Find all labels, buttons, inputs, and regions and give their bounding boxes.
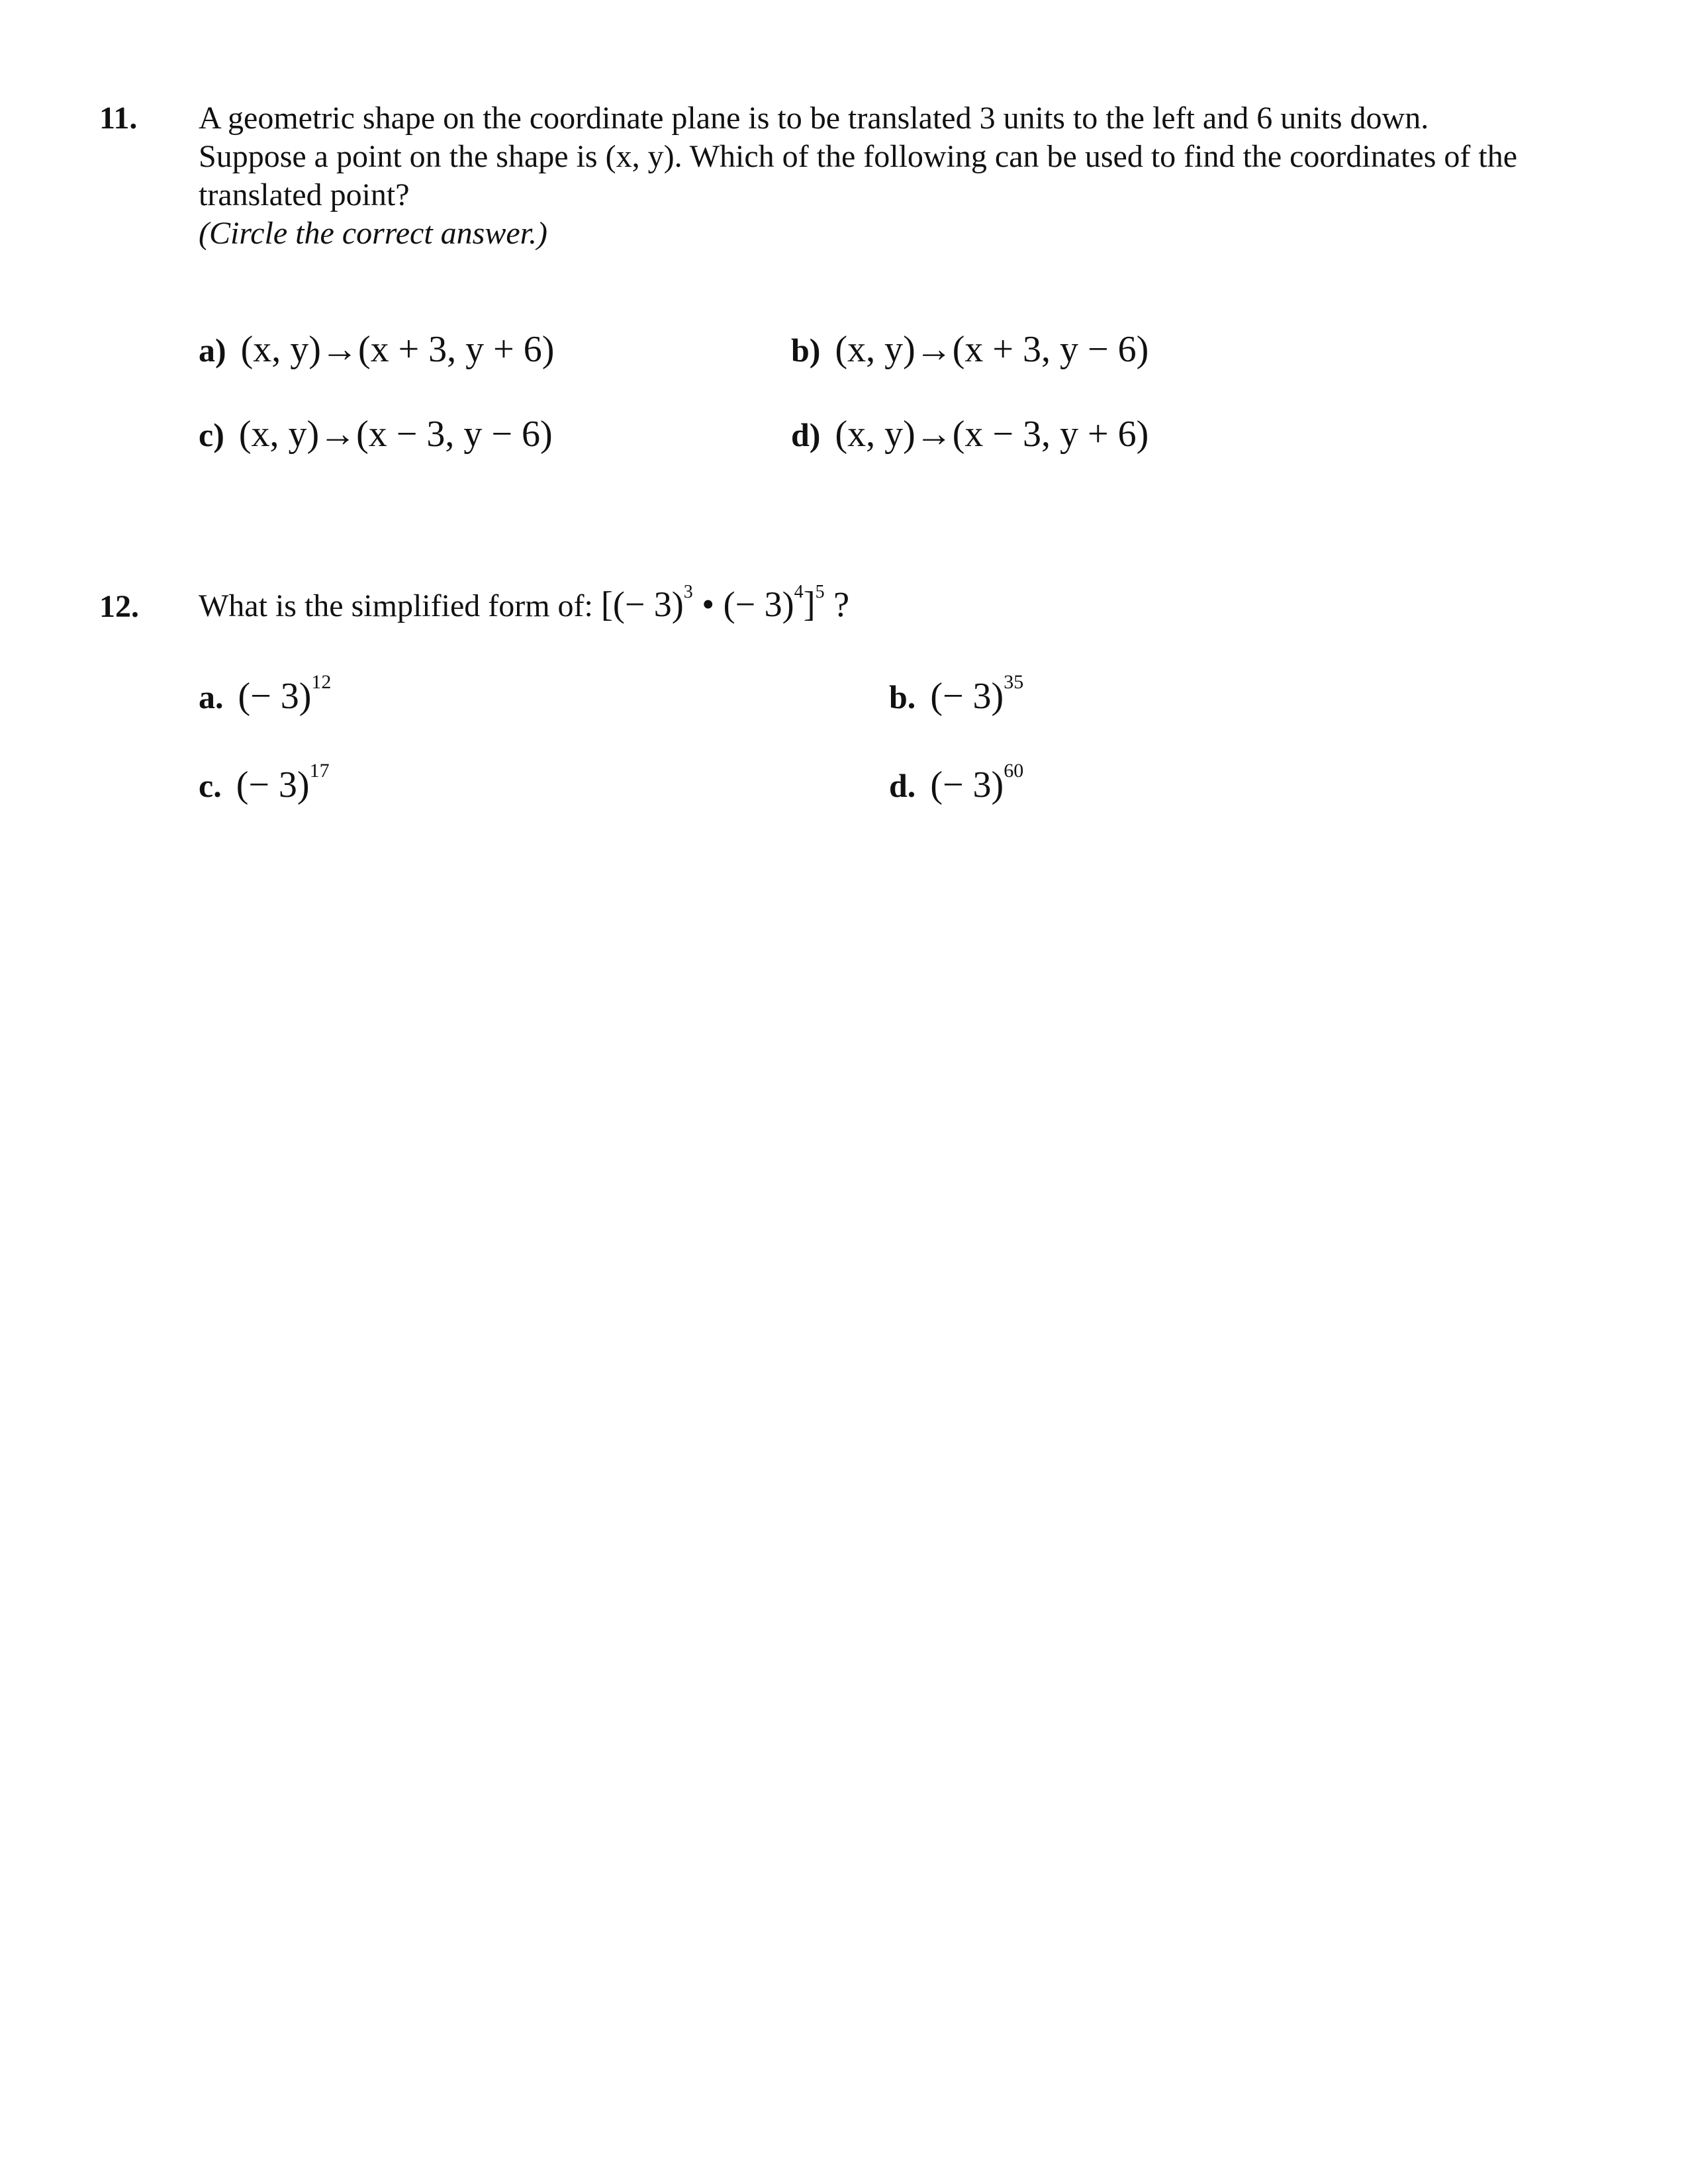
q12-choice-b-label: b.: [889, 678, 916, 715]
expr-exponent-1: 3: [683, 582, 693, 602]
expr-end: ?: [824, 584, 850, 624]
question-11-number: 11.: [99, 101, 138, 136]
q12-choice-d[interactable]: [889, 760, 1024, 805]
question-12-expression: [601, 584, 849, 624]
q12-choice-c[interactable]: [199, 760, 330, 805]
question-11-line-3: translated point?: [199, 177, 410, 212]
q11-choice-d-expr: (x, y)→(x − 3, y + 6): [835, 414, 1149, 455]
q11-choice-d[interactable]: [791, 414, 1149, 455]
question-11-line-1: A geometric shape on the coordinate plane is to be translated 3 units to the left and 6 units down.: [199, 101, 1429, 136]
q12-choice-d-expr: [930, 760, 1024, 805]
expr-exponent-3: 5: [815, 582, 825, 602]
expr-open: [(− 3): [600, 584, 684, 624]
q12-choice-b-expr: [930, 671, 1024, 717]
q12-choice-b[interactable]: [889, 671, 1024, 717]
q12-choice-c-exponent: 17: [309, 760, 330, 782]
question-11-text: [199, 99, 1622, 253]
q12-choice-a-label: a.: [199, 678, 224, 715]
expr-exponent-2: 4: [794, 582, 804, 602]
expr-middle: • (− 3): [692, 584, 794, 624]
q12-choice-c-expr: [236, 760, 330, 805]
q12-choice-a-expr: [238, 671, 332, 717]
question-11-line-2: Suppose a point on the shape is (x, y). Which of the following can be used to find the coordinates of the: [199, 139, 1517, 174]
q11-choice-b[interactable]: [791, 330, 1149, 370]
q12-choice-a[interactable]: [199, 671, 332, 717]
q12-choice-b-base: (− 3): [930, 676, 1004, 717]
q12-choice-b-exponent: 35: [1004, 671, 1024, 693]
q12-choice-d-label: d.: [889, 767, 916, 804]
q12-choice-d-exponent: 60: [1004, 760, 1024, 782]
q12-choice-a-exponent: 12: [311, 671, 332, 693]
q11-choice-c-expr: (x, y)→(x − 3, y − 6): [238, 414, 553, 455]
question-12-number: 12.: [99, 589, 139, 624]
q11-choice-a[interactable]: [199, 330, 554, 370]
question-11-instruction: (Circle the correct answer.): [199, 216, 547, 251]
question-12-text: [199, 582, 1589, 625]
expr-close: ]: [803, 584, 816, 624]
q11-choice-b-expr: (x, y)→(x + 3, y − 6): [835, 329, 1149, 370]
q12-choice-c-label: c.: [199, 767, 222, 804]
question-12-prompt: What is the simplified form of:: [199, 588, 593, 623]
q11-choice-d-label: d): [791, 416, 821, 453]
q11-choice-a-expr: (x, y)→(x + 3, y + 6): [240, 329, 555, 370]
q11-choice-a-label: a): [199, 332, 226, 369]
q11-choice-c-label: c): [199, 416, 224, 453]
q12-choice-d-base: (− 3): [930, 764, 1004, 805]
q11-choice-b-label: b): [791, 332, 821, 369]
q12-choice-a-base: (− 3): [238, 676, 312, 717]
q11-choice-c[interactable]: [199, 414, 553, 455]
q12-choice-c-base: (− 3): [236, 764, 310, 805]
